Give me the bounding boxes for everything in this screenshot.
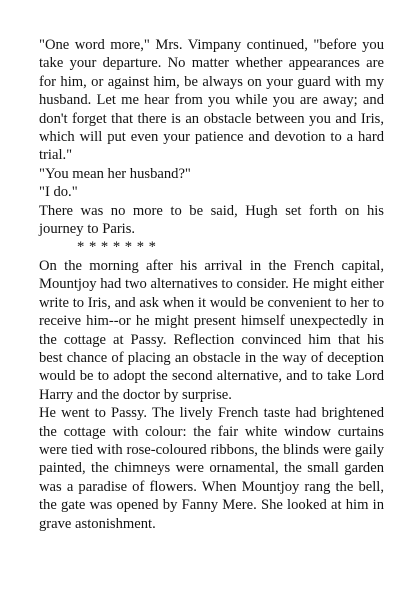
- paragraph-question: "You mean her husband?": [39, 165, 191, 182]
- paragraph-answer: "I do.": [39, 184, 78, 201]
- paragraph-passy-visit: He went to Passy. The lively French taste had brightened the cottage with colour: the fair white window curtains were tied with rose-coloured ribbons, the blinds were gaily painted, the chimneys were ornamental, the small garden was a paradise of flowers. When Mountjoy rang the bell, the gate was opened by Fanny Mere. She looked at him in grave astonishment.: [39, 405, 384, 532]
- document-page: [39, 36, 384, 533]
- paragraph-arrival: On the morning after his arrival in the French capital, Mountjoy had two alternatives to consider. He might either write to Iris, and ask when it would be convenient to her to receive him--or he might present himself unexpectedly in the cottage at Passy. Reflection convinced him that his best chance of placing an obstacle in the way of deception would be to adopt the second alternative, and to take Lord Harry and the doctor by surprise.: [39, 257, 384, 403]
- paragraph-departure: There was no more to be said, Hugh set forth on his journey to Paris.: [39, 202, 384, 238]
- paragraph-vimpany-warning: "One word more," Mrs. Vimpany continued, "before you take your departure. No matter whether appearances are for him, or against him, be always on your guard with my husband. Let me hear from you while you are away; and don't forget that there is an obstacle between you and Iris, which will put even your patience and devotion to a hard trial.": [39, 37, 384, 164]
- section-separator: * * * * * * *: [77, 239, 157, 256]
